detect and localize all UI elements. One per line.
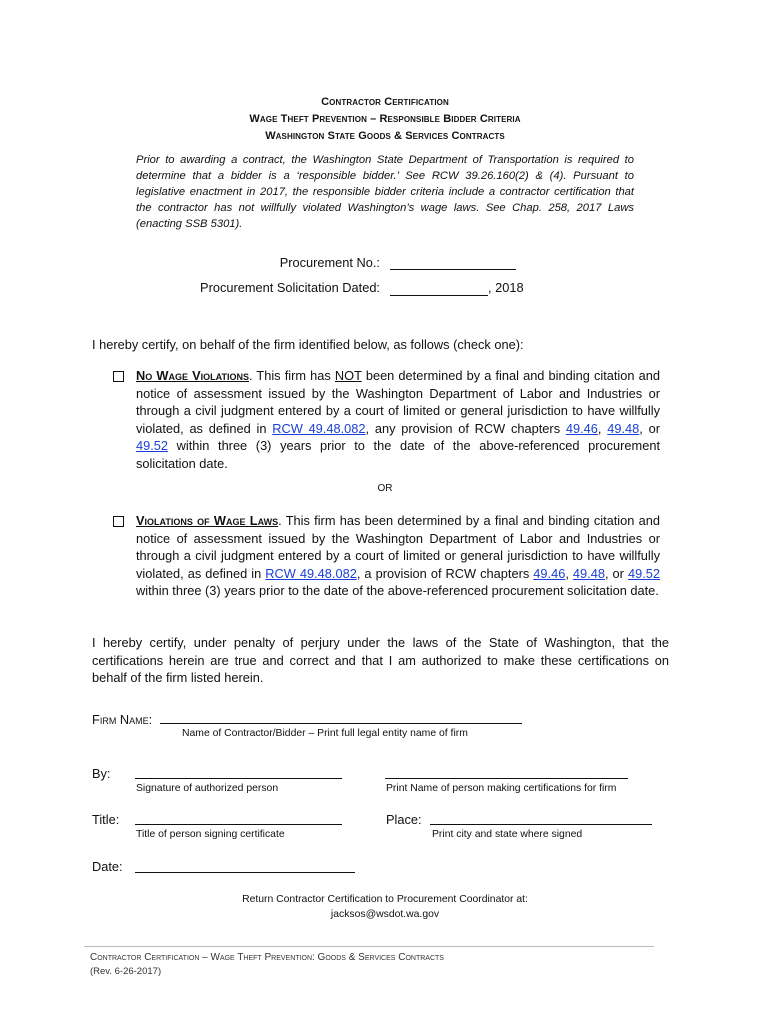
option-text: , or [639,420,660,436]
option-no-violations [136,367,660,472]
title-caption: Title of person signing certificate [136,829,285,840]
date-field[interactable] [135,860,355,873]
doc-title: Contractor Certification [321,96,449,108]
perjury-statement: I hereby certify, under penalty of perjury under the laws of the State of Washington, that the certifications herein are true and correct and that I am authorized to make these certifications on behalf of the firm listed herein. [92,635,669,685]
rcw-49-46-link[interactable]: 49.46 [565,420,598,436]
print-name-field[interactable] [385,766,628,779]
option-violations [136,512,660,600]
option-text: . This firm has [248,368,335,383]
option-text: been determined by a final and binding citation and notice of assessment issued by the Washington Department of Labor and Industries or through a civil judgment entered by a court of limited or general jurisdiction to have willfully violated, as defined in [136,368,660,436]
procurement-number-label: Procurement No.: [279,255,380,270]
no-violations-checkbox[interactable] [113,371,124,382]
option-text: . This firm has been determined by a final and binding citation and notice of assessment issued by the Washington Department of Labor and Industries or through a civil judgment entered by a court of limited or general jurisdiction to have willfully violated, as defined in [136,513,661,581]
footer-title: Contractor Certification – Wage Theft Prevention: Goods & Services Contracts [90,952,444,963]
return-instructions: Return Contractor Certification to Procurement Coordinator at: [242,894,528,905]
procurement-year: , 2018 [488,280,524,295]
firm-name-label: Firm Name: [92,712,153,727]
rcw-49-52-link[interactable]: 49.52 [136,438,169,453]
option-text: , [597,420,608,436]
by-label: By: [92,766,111,781]
procurement-dated-label: Procurement Solicitation Dated: [200,280,380,295]
title-field[interactable] [135,812,342,825]
signature-caption: Signature of authorized person [136,783,279,794]
rcw-49-48-link[interactable]: 49.48 [607,420,640,436]
rcw-49-48-082-link[interactable]: RCW 49.48.082 [272,420,366,436]
date-label: Date: [92,859,123,874]
emphasis-not: NOT [334,368,362,383]
procurement-number-field[interactable] [390,257,516,270]
option-text: , or [604,565,628,581]
option-text: , any provision of RCW chapters [365,420,566,436]
option-text: , a provision of RCW chapters [356,565,534,581]
place-caption: Print city and state where signed [432,829,583,840]
procurement-dated-field[interactable] [390,283,488,296]
firm-name-caption: Name of Contractor/Bidder – Print full legal entity name of firm [182,728,468,739]
option-text: , [565,565,573,581]
rcw-49-52-link[interactable]: 49.52 [627,565,660,581]
return-email[interactable]: jacksos@wsdot.wa.gov [330,909,440,920]
certify-intro: I hereby certify, on behalf of the firm identified below, as follows (check one): [92,337,524,352]
footer-revision: (Rev. 6-26-2017) [90,966,162,977]
firm-name-field[interactable] [160,711,522,724]
title-label: Title: [92,812,120,827]
option-heading: Violations of Wage Laws [136,513,279,528]
footer-divider [84,946,654,947]
rcw-49-48-link[interactable]: 49.48 [572,565,605,581]
print-name-caption: Print Name of person making certifications for firm [386,783,617,794]
option-text: within three (3) years prior to the date of the above-referenced procurement solicitation date. [136,583,659,598]
doc-subtitle: Wage Theft Prevention – Responsible Bidder Criteria [249,113,521,125]
option-heading: No Wage Violations [136,368,249,383]
signature-field[interactable] [135,766,342,779]
rcw-49-46-link[interactable]: 49.46 [533,565,566,581]
intro-paragraph: Prior to awarding a contract, the Washington State Department of Transportation is required to determine that a bidder is a ‘responsible bidder.’ See RCW 39.26.160(2) & (4). Pursuant to legislative enactment in 2017, the responsible bidder criteria include a contractor certification that the contractor has not willfully violated Washington’s wage laws. See Chap. 258, 2017 Laws (enacting SSB 5301). [136,154,634,230]
option-text: within three (3) years prior to the date of the above-referenced procurement solicitation date. [136,438,660,471]
violations-checkbox[interactable] [113,516,124,527]
place-label: Place: [386,812,422,827]
doc-subtitle-2: Washington State Goods & Services Contracts [265,130,505,142]
or-separator: OR [377,483,393,494]
place-field[interactable] [430,812,652,825]
rcw-49-48-082-link[interactable]: RCW 49.48.082 [265,565,357,581]
